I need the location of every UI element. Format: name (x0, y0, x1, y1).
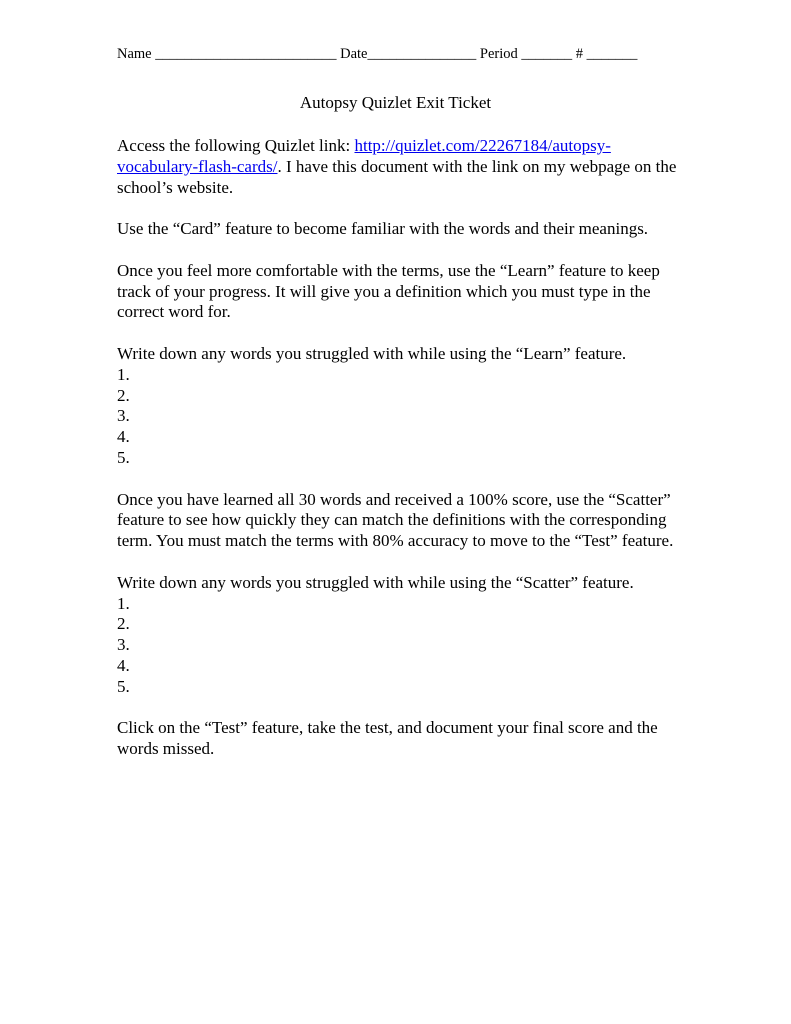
card-feature-paragraph: Use the “Card” feature to become familiar with the words and their meanings. (117, 219, 649, 239)
document-body (117, 136, 677, 781)
number-blank: _______ (586, 46, 638, 62)
list-item: 4. (117, 655, 130, 675)
scatter-feature-paragraph: Once you have learned all 30 words and received a 100% score, use the “Scatter” feature to see how quickly they can match the definitions with the corresponding term. You must match the terms with 80% accuracy to move to the “Test” feature. (117, 489, 674, 551)
access-paragraph (117, 136, 677, 198)
list-item: 4. (117, 427, 130, 447)
access-lead-text: Access the following Quizlet link: (117, 136, 355, 155)
list-item: 1. (117, 364, 130, 384)
learn-words-list (117, 365, 677, 469)
scatter-prompt: Write down any words you struggled with while using the “Scatter” feature. (117, 572, 634, 592)
date-blank: _______________ (367, 46, 477, 62)
name-label: Name (117, 46, 152, 62)
list-item: 5. (117, 447, 130, 467)
page-title: Autopsy Quizlet Exit Ticket (299, 93, 492, 112)
scatter-words-list (117, 594, 677, 698)
list-item: 2. (117, 614, 130, 634)
list-item: 5. (117, 676, 130, 696)
list-item: 2. (117, 385, 130, 405)
learn-prompt: Write down any words you struggled with while using the “Learn” feature. (117, 343, 627, 363)
period-label: Period (479, 46, 518, 62)
list-item: 3. (117, 406, 130, 426)
number-label: # (575, 46, 583, 62)
access-tail-text: . I have this document with the link on my webpage on the school’s website. (117, 156, 677, 197)
student-info-line (117, 46, 677, 63)
test-feature-paragraph: Click on the “Test” feature, take the test, and document your final score and the words missed. (117, 718, 658, 759)
name-blank: _________________________ (155, 46, 337, 62)
list-item: 1. (117, 593, 130, 613)
period-blank: _______ (521, 46, 573, 62)
date-label: Date (340, 46, 368, 62)
list-item: 3. (117, 635, 130, 655)
quizlet-link[interactable]: http://quizlet.com/22267184/autopsy-vocabulary-flash-cards/ (117, 136, 611, 176)
learn-feature-paragraph: Once you feel more comfortable with the terms, use the “Learn” feature to keep track of your progress. It will give you a definition which you must type in the correct word for. (117, 260, 660, 322)
